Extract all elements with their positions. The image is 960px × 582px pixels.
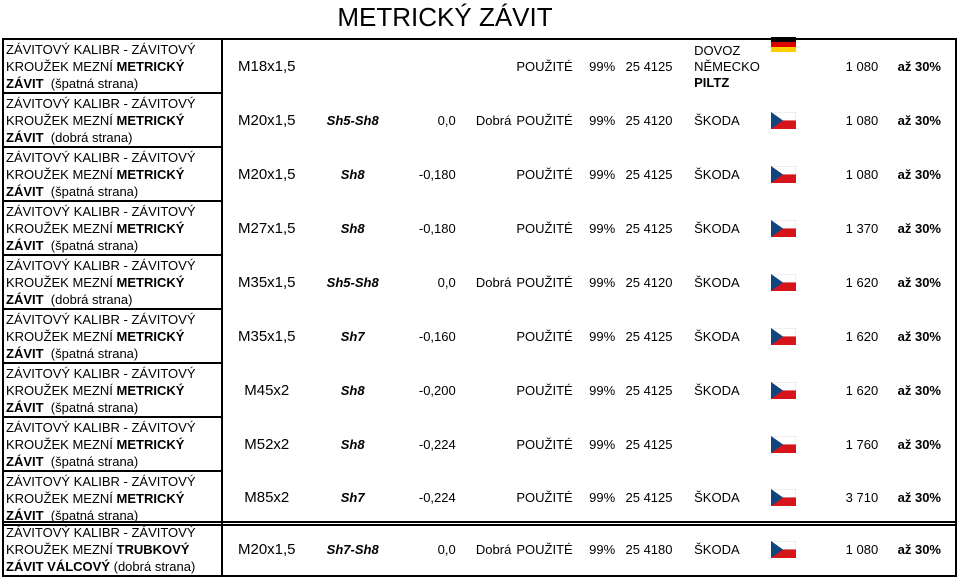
desc-zavit: ZÁVIT xyxy=(6,454,44,469)
cz-flag-icon xyxy=(771,165,796,180)
desc-line: ZÁVITOVÝ KALIBR - ZÁVITOVÝ xyxy=(6,258,196,273)
desc-side: (dobrá strana) xyxy=(110,559,196,574)
quality: Dobrá xyxy=(475,274,512,290)
price: 3 710 xyxy=(811,471,884,525)
code: 25 4125 xyxy=(625,166,673,182)
brand-line: NĚMECKO xyxy=(694,58,760,74)
deviation: -0,200 xyxy=(418,382,456,398)
desc-type: METRICKÝ xyxy=(116,167,185,182)
desc-zavit: ZÁVIT xyxy=(6,346,44,361)
quality xyxy=(456,147,515,201)
desc-line: ZÁVITOVÝ KALIBR - ZÁVITOVÝ xyxy=(6,366,196,381)
brand xyxy=(686,39,771,93)
desc-type: METRICKÝ xyxy=(116,275,185,290)
quality xyxy=(456,471,515,525)
discount-value: 30% xyxy=(914,112,941,128)
table-row xyxy=(3,471,956,525)
discount-prefix: až xyxy=(897,59,912,74)
brand: ŠKODA xyxy=(694,166,740,182)
desc-type: METRICKÝ xyxy=(116,113,185,128)
condition: POUŽITÉ xyxy=(516,220,573,236)
condition: POUŽITÉ xyxy=(516,166,573,182)
flag-cell xyxy=(771,417,811,471)
quality xyxy=(456,309,515,363)
brand-line: PILTZ xyxy=(694,74,730,90)
cz-flag-icon xyxy=(771,489,796,504)
desc-zavit: ZÁVIT VÁLCOVÝ xyxy=(6,559,111,574)
desc-type: METRICKÝ xyxy=(116,383,185,398)
desc-type: METRICKÝ xyxy=(116,329,185,344)
brand xyxy=(686,417,771,471)
desc-line: ZÁVITOVÝ KALIBR - ZÁVITOVÝ xyxy=(6,420,196,435)
tolerance: Sh8 xyxy=(340,382,365,398)
price: 1 620 xyxy=(845,328,879,344)
discount-value: 30% xyxy=(914,436,941,452)
deviation: -0,224 xyxy=(395,471,456,525)
discount-prefix: až xyxy=(897,490,912,505)
cz-flag-icon xyxy=(771,540,796,555)
code: 25 4125 xyxy=(625,436,673,452)
cz-flag-icon xyxy=(771,273,796,288)
desc-zavit: ZÁVIT xyxy=(6,76,44,91)
cz-flag-icon xyxy=(771,327,796,342)
discount-value: 30% xyxy=(914,490,941,505)
row-description xyxy=(3,522,222,576)
quality xyxy=(456,417,515,471)
discount xyxy=(884,522,956,576)
condition: POUŽITÉ xyxy=(514,39,589,93)
brand: ŠKODA xyxy=(694,382,740,398)
brand: ŠKODA xyxy=(686,471,771,525)
cz-flag-icon xyxy=(771,111,796,126)
table-row xyxy=(3,522,956,576)
discount xyxy=(884,471,956,525)
tolerance: Sh7-Sh8 xyxy=(310,522,395,576)
desc-side: (špatná strana) xyxy=(50,238,139,253)
row-description xyxy=(3,309,222,363)
flag-cell xyxy=(771,309,811,363)
brand: ŠKODA xyxy=(694,274,740,290)
thread-size: M35x1,5 xyxy=(237,327,296,345)
desc-zavit: ZÁVIT xyxy=(6,130,44,145)
desc-line: ZÁVITOVÝ KALIBR - ZÁVITOVÝ xyxy=(6,96,196,111)
price: 1 620 xyxy=(845,382,879,398)
discount xyxy=(884,309,956,363)
code: 25 4125 xyxy=(626,471,687,525)
table-row xyxy=(3,417,956,471)
quality: Dobrá xyxy=(475,112,512,128)
desc-line: ZÁVITOVÝ KALIBR - ZÁVITOVÝ xyxy=(6,42,196,57)
table-row xyxy=(3,93,956,147)
desc-line: KROUŽEK MEZNÍ xyxy=(6,542,117,557)
discount xyxy=(884,39,956,93)
row-description xyxy=(3,201,222,255)
tolerance: Sh8 xyxy=(340,166,365,182)
flag-cell xyxy=(771,471,811,525)
discount-prefix: až xyxy=(897,328,912,344)
thread-size: M35x1,5 xyxy=(237,273,296,291)
desc-zavit: ZÁVIT xyxy=(6,184,44,199)
percent: 99% xyxy=(589,471,625,525)
flag-cell xyxy=(771,39,811,93)
discount-value: 30% xyxy=(914,382,941,398)
brand-line: DOVOZ xyxy=(694,42,741,58)
deviation: -0,160 xyxy=(418,328,456,344)
desc-side: (dobrá strana) xyxy=(50,292,133,307)
de-flag-icon xyxy=(771,59,796,74)
tolerance: Sh7 xyxy=(340,328,365,344)
price: 1 080 xyxy=(811,39,884,93)
tolerance: Sh8 xyxy=(340,436,365,452)
desc-type: METRICKÝ xyxy=(116,437,185,452)
deviation: 0,0 xyxy=(395,522,456,576)
discount-value: 30% xyxy=(914,166,941,182)
desc-zavit: ZÁVIT xyxy=(6,400,44,415)
deviation xyxy=(395,39,456,93)
condition: POUŽITÉ xyxy=(514,471,589,525)
code: 25 4125 xyxy=(626,39,687,93)
desc-side: (dobrá strana) xyxy=(50,130,133,145)
tolerance: Sh7 xyxy=(310,471,395,525)
row-description xyxy=(3,417,222,471)
flag-cell xyxy=(771,363,811,417)
page-title: METRICKÝ ZÁVIT xyxy=(337,2,553,32)
desc-line: KROUŽEK MEZNÍ xyxy=(6,167,117,182)
condition: POUŽITÉ xyxy=(516,382,573,398)
row-description xyxy=(3,255,222,309)
discount xyxy=(884,93,956,147)
thread-size: M18x1,5 xyxy=(222,39,310,93)
desc-line: KROUŽEK MEZNÍ xyxy=(6,491,117,506)
condition: POUŽITÉ xyxy=(516,328,573,344)
brand: ŠKODA xyxy=(694,112,740,128)
discount xyxy=(884,201,956,255)
condition: POUŽITÉ xyxy=(516,436,573,452)
row-description xyxy=(3,147,222,201)
percent: 99% xyxy=(589,328,616,344)
desc-line: KROUŽEK MEZNÍ xyxy=(6,275,117,290)
brand: ŠKODA xyxy=(694,328,740,344)
desc-side: (špatná strana) xyxy=(50,400,139,415)
price: 1 080 xyxy=(845,166,879,182)
condition: POUŽITÉ xyxy=(514,522,589,576)
price: 1 760 xyxy=(845,436,879,452)
discount xyxy=(884,417,956,471)
cz-flag-icon xyxy=(771,381,796,396)
code: 25 4125 xyxy=(625,328,673,344)
table-row xyxy=(3,39,956,93)
percent: 99% xyxy=(589,166,616,182)
table-row xyxy=(3,363,956,417)
row-description xyxy=(3,471,222,525)
code: 25 4125 xyxy=(625,382,673,398)
price: 1 620 xyxy=(845,274,879,290)
desc-line: ZÁVITOVÝ KALIBR - ZÁVITOVÝ xyxy=(6,150,196,165)
condition: POUŽITÉ xyxy=(516,112,573,128)
discount-prefix: až xyxy=(897,382,912,398)
discount-value: 30% xyxy=(914,220,941,236)
discount-prefix: až xyxy=(897,274,912,290)
price: 1 080 xyxy=(845,112,879,128)
discount-prefix: až xyxy=(897,220,912,236)
desc-side: (špatná strana) xyxy=(50,346,139,361)
cz-flag-icon xyxy=(771,219,796,234)
discount xyxy=(884,147,956,201)
desc-side: (špatná strana) xyxy=(50,76,139,91)
percent: 99% xyxy=(589,220,616,236)
quality xyxy=(456,363,515,417)
desc-type: TRUBKOVÝ xyxy=(116,542,190,557)
desc-side: (špatná strana) xyxy=(50,454,139,469)
desc-side: (špatná strana) xyxy=(50,184,139,199)
tolerance: Sh8 xyxy=(340,220,365,236)
thread-size: M20x1,5 xyxy=(237,111,296,129)
deviation: -0,224 xyxy=(418,436,456,452)
discount xyxy=(884,363,956,417)
thread-size: M20x1,5 xyxy=(237,165,296,183)
percent: 99% xyxy=(589,274,616,290)
tolerance: Sh5-Sh8 xyxy=(326,112,379,128)
desc-line: ZÁVITOVÝ KALIBR - ZÁVITOVÝ xyxy=(6,312,196,327)
code: 25 4120 xyxy=(625,274,673,290)
deviation: 0,0 xyxy=(437,274,456,290)
tolerance: Sh5-Sh8 xyxy=(326,274,379,290)
percent: 99% xyxy=(589,382,616,398)
discount-value: 30% xyxy=(914,274,941,290)
bottom-table xyxy=(2,521,957,577)
desc-line: ZÁVITOVÝ KALIBR - ZÁVITOVÝ xyxy=(6,474,196,489)
desc-line: ZÁVITOVÝ KALIBR - ZÁVITOVÝ xyxy=(6,204,196,219)
thread-size: M27x1,5 xyxy=(237,219,296,237)
table-row xyxy=(3,201,956,255)
row-description xyxy=(3,363,222,417)
brand: ŠKODA xyxy=(694,220,740,236)
thread-size: M85x2 xyxy=(222,471,310,525)
row-description xyxy=(3,39,222,93)
desc-side: (špatná strana) xyxy=(50,508,139,523)
discount-prefix: až xyxy=(897,166,912,182)
flag-cell xyxy=(771,93,811,147)
percent: 99% xyxy=(589,112,616,128)
discount-prefix: až xyxy=(897,436,912,452)
row-description xyxy=(3,93,222,147)
desc-type: METRICKÝ xyxy=(116,221,185,236)
flag-cell xyxy=(771,201,811,255)
code: 25 4125 xyxy=(625,220,673,236)
desc-line: KROUŽEK MEZNÍ xyxy=(6,383,117,398)
desc-line: ZÁVITOVÝ KALIBR - ZÁVITOVÝ xyxy=(6,525,196,540)
discount-value: 30% xyxy=(914,59,941,74)
deviation: 0,0 xyxy=(437,112,456,128)
desc-line: KROUŽEK MEZNÍ xyxy=(6,437,117,452)
desc-line: KROUŽEK MEZNÍ xyxy=(6,329,117,344)
cz-flag-icon xyxy=(771,435,796,450)
thread-size: M52x2 xyxy=(244,435,290,453)
thread-size: M20x1,5 xyxy=(222,522,310,576)
discount-prefix: až xyxy=(897,541,912,557)
desc-type: METRICKÝ xyxy=(116,59,185,74)
percent: 99% xyxy=(589,39,625,93)
flag-cell xyxy=(771,522,811,576)
price: 1 080 xyxy=(811,522,884,576)
quality xyxy=(456,39,515,93)
desc-type: METRICKÝ xyxy=(116,491,185,506)
table-row xyxy=(3,147,956,201)
condition: POUŽITÉ xyxy=(516,274,573,290)
brand: ŠKODA xyxy=(686,522,771,576)
thread-size: M45x2 xyxy=(244,381,290,399)
desc-zavit: ZÁVIT xyxy=(6,508,44,523)
flag-cell xyxy=(771,147,811,201)
price: 1 370 xyxy=(845,220,879,236)
desc-line: KROUŽEK MEZNÍ xyxy=(6,221,117,236)
table-row xyxy=(3,255,956,309)
percent: 99% xyxy=(589,436,616,452)
discount-value: 30% xyxy=(914,328,941,344)
quality xyxy=(456,201,515,255)
code: 25 4180 xyxy=(626,522,687,576)
desc-line: KROUŽEK MEZNÍ xyxy=(6,113,117,128)
price-table xyxy=(2,38,957,526)
quality: Dobrá xyxy=(456,522,515,576)
percent: 99% xyxy=(589,522,625,576)
tolerance xyxy=(310,39,395,93)
discount-value: 30% xyxy=(914,541,941,557)
code: 25 4120 xyxy=(625,112,673,128)
flag-cell xyxy=(771,255,811,309)
desc-zavit: ZÁVIT xyxy=(6,238,44,253)
desc-line: KROUŽEK MEZNÍ xyxy=(6,59,117,74)
discount-prefix: až xyxy=(897,112,912,128)
deviation: -0,180 xyxy=(418,220,456,236)
discount xyxy=(884,255,956,309)
desc-zavit: ZÁVIT xyxy=(6,292,44,307)
table-row xyxy=(3,309,956,363)
deviation: -0,180 xyxy=(418,166,456,182)
